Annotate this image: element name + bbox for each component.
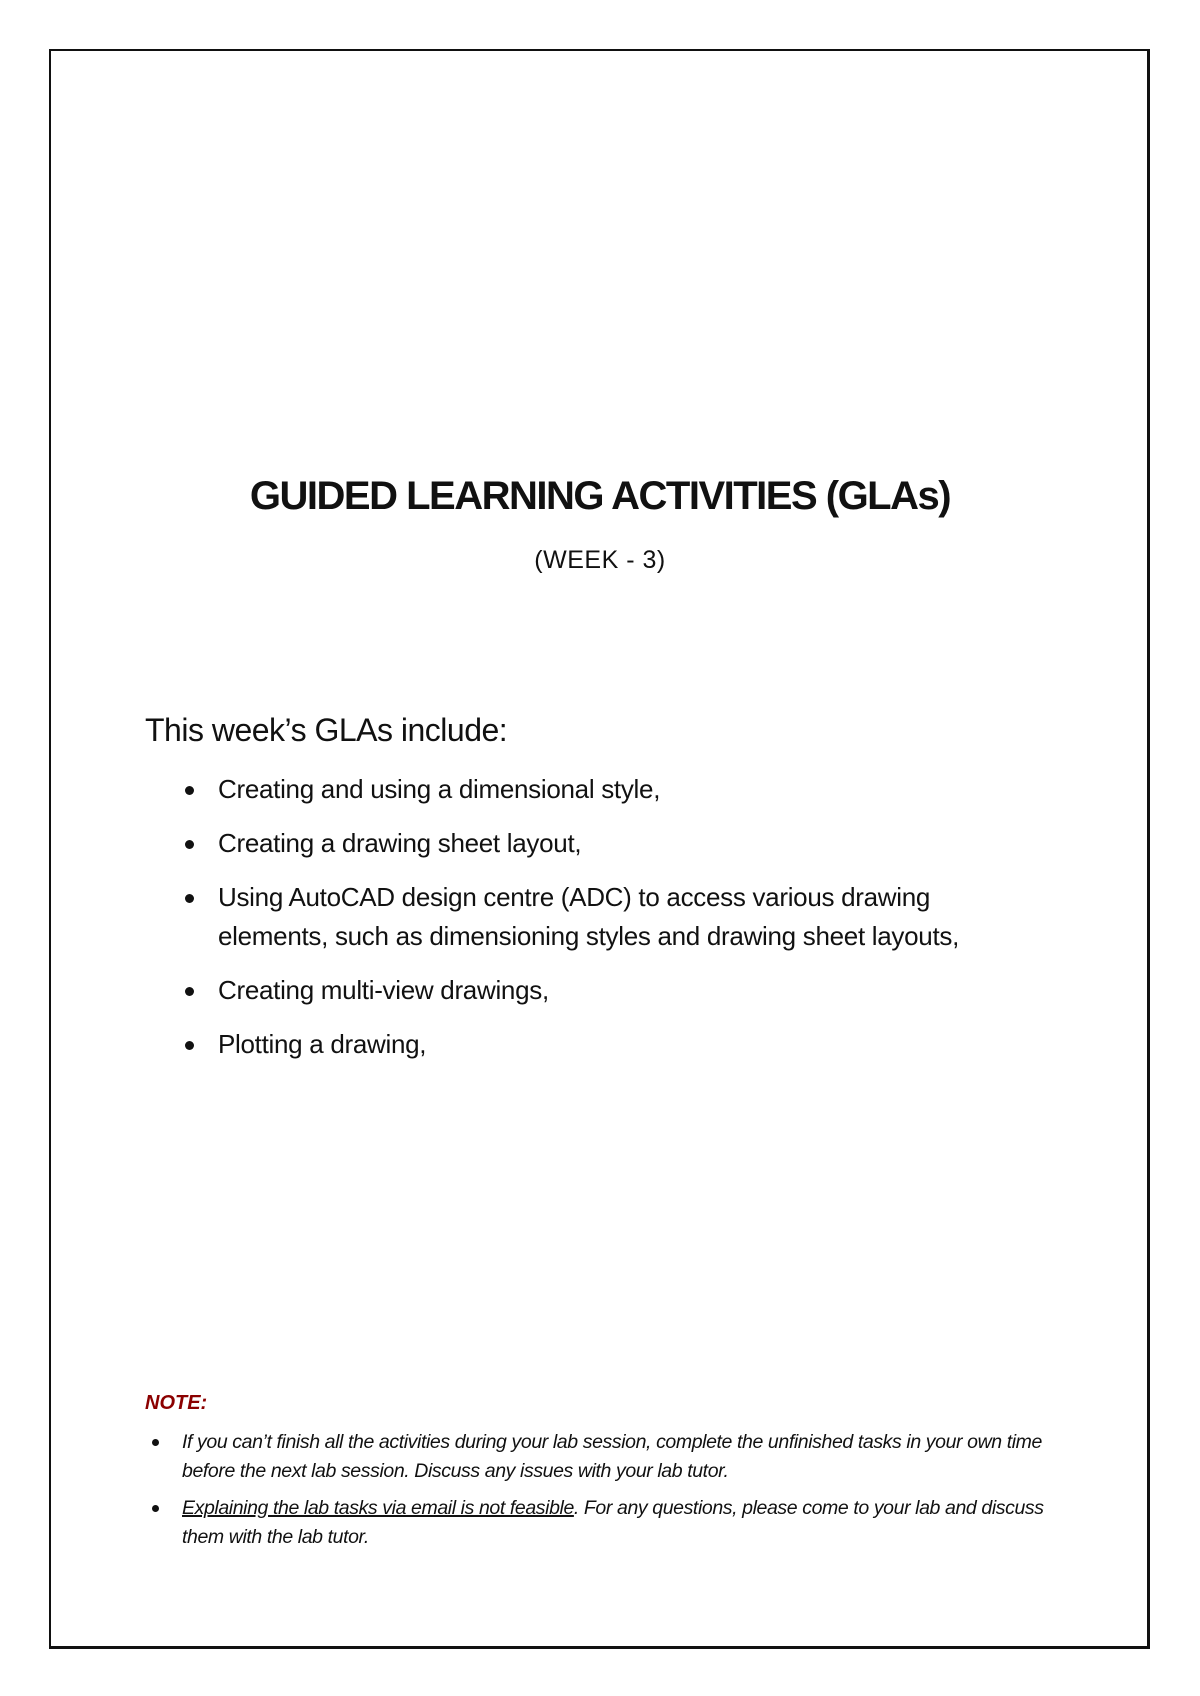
week-label: (WEEK - 3) — [534, 546, 666, 574]
bullet-icon — [152, 1505, 159, 1512]
note-underlined-text: Explaining the lab tasks via email is not feasible — [182, 1497, 574, 1519]
list-item — [145, 971, 998, 1010]
note-text: If you can’t finish all the activities during your lab session, complete the unfinished tasks in your own time before the next lab session. Discuss any issues with your lab tutor. — [182, 1431, 1042, 1482]
bullet-icon — [185, 840, 194, 849]
intro-heading: This week’s GLAs include: — [145, 712, 508, 748]
note-item — [145, 1428, 1075, 1486]
note-label: NOTE: — [145, 1392, 208, 1414]
page-title: GUIDED LEARNING ACTIVITIES (GLAs) — [249, 474, 951, 518]
note-text: . For any questions, please come to your lab and discuss them with the lab tutor. — [182, 1497, 1044, 1548]
note-list — [145, 1428, 1075, 1560]
list-item — [145, 824, 998, 863]
bullet-icon — [152, 1439, 159, 1446]
list-item — [145, 770, 998, 809]
item-text: Creating multi-view drawings, — [218, 975, 549, 1005]
bullet-icon — [185, 1041, 194, 1050]
bullet-icon — [185, 894, 194, 903]
item-text: Creating and using a dimensional style, — [218, 774, 661, 804]
item-text: Using AutoCAD design centre (ADC) to access various drawing elements, such as dimensioning styles and drawing sheet layouts, — [218, 882, 959, 951]
list-item — [145, 878, 998, 956]
list-item — [145, 1025, 998, 1064]
bullet-icon — [185, 786, 194, 795]
note-item — [145, 1494, 1075, 1552]
bullet-icon — [185, 987, 194, 996]
item-text: Plotting a drawing, — [218, 1029, 427, 1059]
activities-list — [145, 770, 1045, 1079]
item-text: Creating a drawing sheet layout, — [218, 828, 582, 858]
